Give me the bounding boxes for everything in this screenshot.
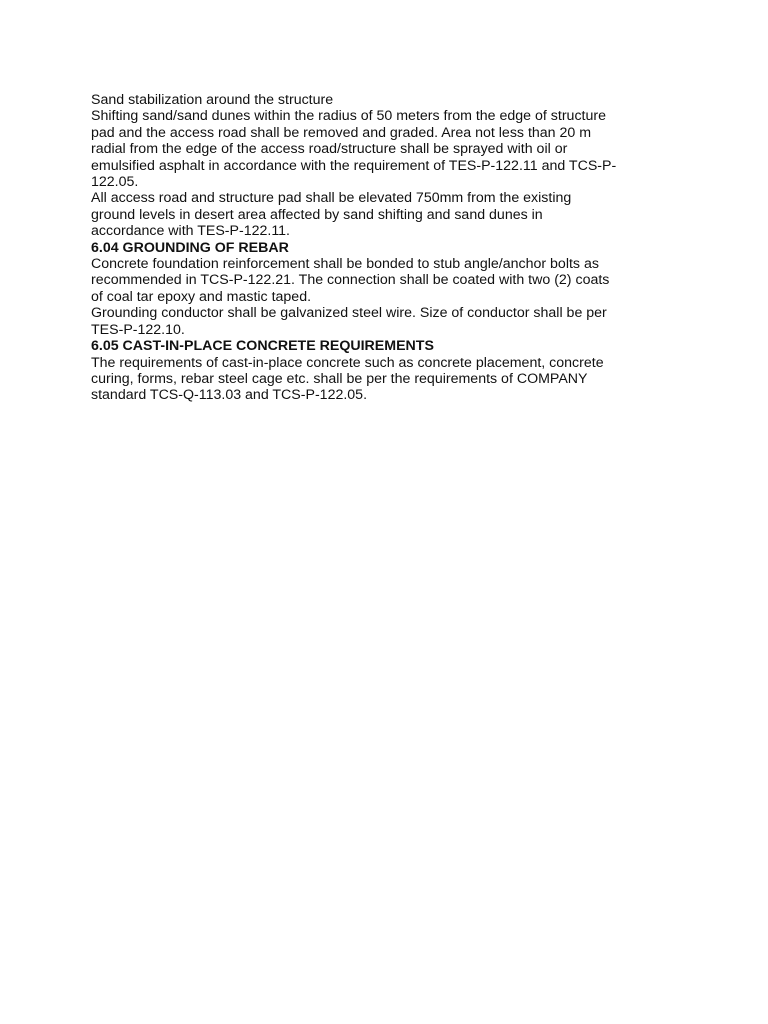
paragraph-line: Concrete foundation reinforcement shall be bonded to stub angle/anchor bolts as (91, 256, 599, 273)
paragraph-line: 122.05. (91, 174, 139, 191)
paragraph-line: pad and the access road shall be removed and graded. Area not less than 20 m (91, 124, 592, 141)
paragraph-line: emulsified asphalt in accordance with the requirement of TES-P-122.11 and TCS-P- (91, 157, 617, 174)
paragraph-line: ground levels in desert area affected by sand shifting and sand dunes in (91, 206, 543, 223)
paragraph-line: of coal tar epoxy and mastic taped. (91, 288, 312, 305)
subsection-title-sand-stabilization: Sand stabilization around the structure (91, 92, 334, 108)
paragraph-line: The requirements of cast-in-place concrete such as concrete placement, concrete (91, 354, 604, 371)
paragraph-line: TES-P-122.10. (91, 321, 185, 338)
paragraph-line: recommended in TCS-P-122.21. The connection shall be coated with two (2) coats (91, 272, 610, 289)
paragraph-line: Grounding conductor shall be galvanized steel wire. Size of conductor shall be per (91, 305, 607, 322)
paragraph-line: radial from the edge of the access road/structure shall be sprayed with oil or (91, 141, 568, 158)
paragraph-line: accordance with TES-P-122.11. (91, 223, 290, 240)
document-body (91, 92, 617, 404)
section-heading-grounding-of-rebar: 6.04 GROUNDING OF REBAR (91, 239, 289, 256)
paragraph-line: All access road and structure pad shall be elevated 750mm from the existing (91, 190, 572, 207)
paragraph-line: Shifting sand/sand dunes within the radius of 50 meters from the edge of structure (91, 108, 606, 125)
section-heading-cast-in-place-concrete: 6.05 CAST-IN-PLACE CONCRETE REQUIREMENTS (91, 338, 434, 355)
paragraph-line: standard TCS-Q-113.03 and TCS-P-122.05. (91, 387, 368, 404)
paragraph-line: curing, forms, rebar steel cage etc. shall be per the requirements of COMPANY (91, 370, 588, 387)
